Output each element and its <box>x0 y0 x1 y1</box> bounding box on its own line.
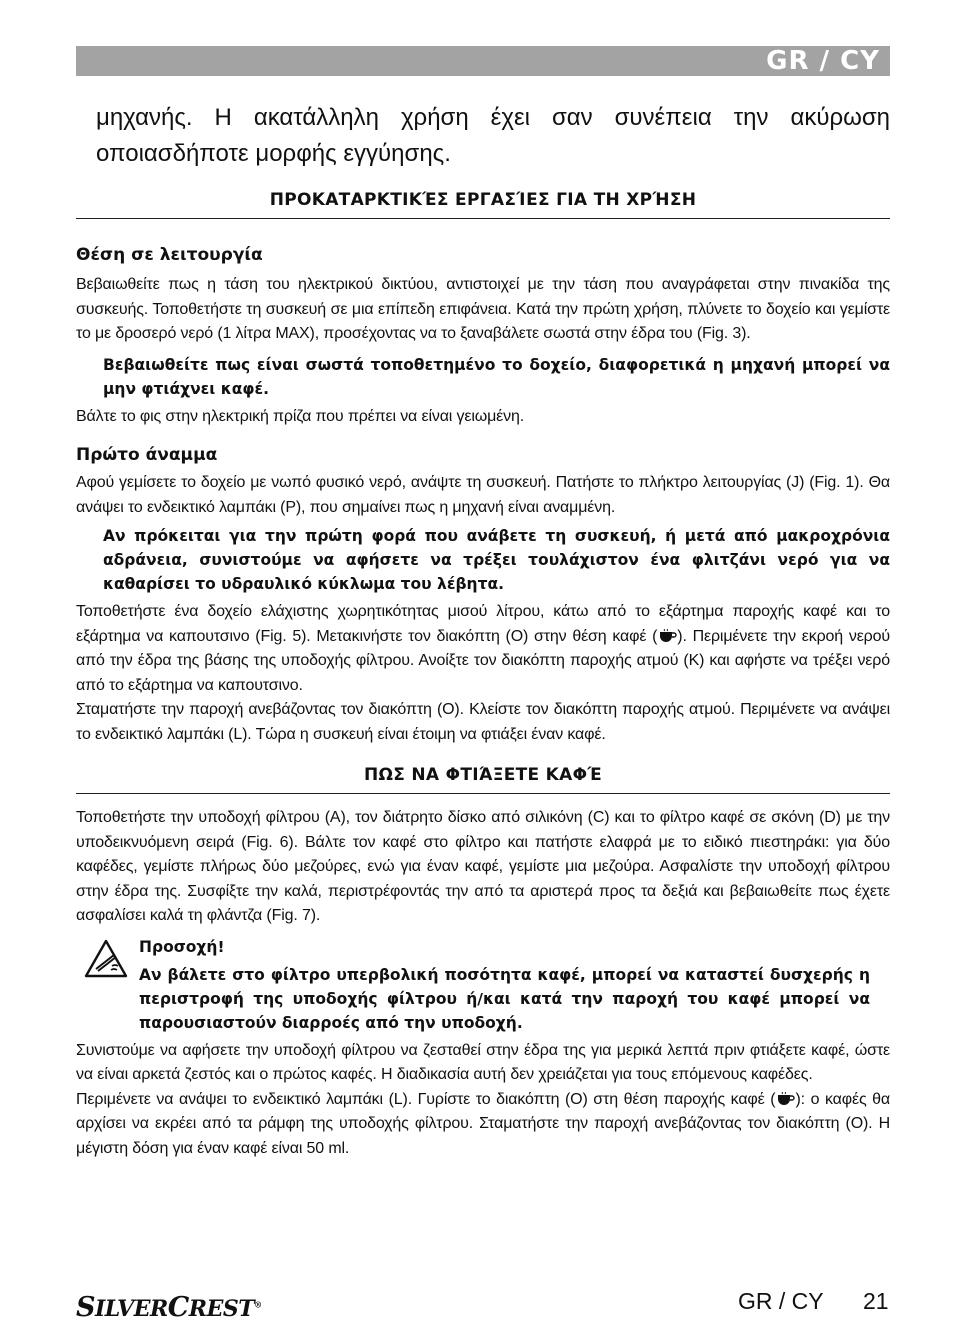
paragraph-container <box>76 600 890 698</box>
paragraph-filter-holder: Τοποθετήστε την υποδοχή φίλτρου (A), τον διάτρητο δίσκο από σιλικόνη (C) και το φίλτρο καφέ σε σκόνη (D) με την υποδεικνυόμενη σειρά (Fig. 6). Βάλτε τον καφέ στο φίλτρο και πατήστε ελαφρά με το ειδικό πιεστηράκι: για δύο καφέδες, γεμίστε πλήρως δύο μεζούρες, ενώ για έναν καφέ, γεμίστε μια μεζούρα. Ασφαλίστε την υποδοχή φίλτρου στην έδρα της. Συσφίξτε την καλά, περιστρέφοντάς την από τα αριστερά προς τα δεξιά και βεβαιωθείτε πως έχετε ασφαλίσει καλά τη φλάντζα (Fig. 7). <box>76 809 890 924</box>
warning-text: Αν βάλετε στο φίλτρο υπερβολική ποσότητα καφέ, μπορεί να καταστεί δυσχερής η περιστροφή της υποδοχής φίλτρου ή/και κατά την παροχή του καφέ μπορεί να παρουσιαστούν διαρροές από την υποδοχή. <box>139 965 870 1032</box>
page-number: 21 <box>863 1288 889 1314</box>
paragraph-dispense-part2: ): ο καφές θα αρχίσει να εκρέει από τα ράμφη της υποδοχής φίλτρου. Σταματήστε την παροχή ανεβάζοντας τον διακόπτη (O). Η μέγιστη δόση για έναν καφέ είναι 50 ml. <box>76 1090 890 1157</box>
warning-title: Προσοχή! <box>139 937 225 956</box>
subheading-setup: Θέση σε λειτουργία <box>76 245 263 265</box>
header-bar <box>76 46 890 76</box>
paragraph-setup: Βεβαιωθείτε πως η τάση του ηλεκτρικού δικτύου, αντιστοιχεί με την τάση που αναγράφεται στην πινακίδα της συσκευής. Τοποθετήστε τη συσκευή σε μια επίπεδη επιφάνεια. Κατά την πρώτη χρήση, πλύνετε το δοχείο και γεμίστε το με δροσερό νερό (1 λίτρα MAX), προσέχοντας να το ξαναβάλετε σωστά στην έδρα του (Fig. 3). <box>76 276 890 342</box>
paragraph-container-part1: Τοποθετήστε ένα δοχείο ελάχιστης χωρητικότητας μισού λίτρου, κάτω από το εξάρτημα παροχής καφέ και το εξάρτημα να καπουτσινο (Fig. 5). Μετακινήστε τον διακόπτη (O) στην θέση καφέ ( <box>76 603 890 645</box>
subheading-first-start: Πρώτο άναμμα <box>76 445 218 465</box>
section-title-make-coffee: ΠΩΣ ΝΑ ΦΤΙΆΞΕΤΕ ΚΑΦΈ <box>76 763 890 794</box>
note-first-use: Αν πρόκειται για την πρώτη φορά που ανάβετε τη συσκευή, ή μετά από μακροχρόνια αδράνεια, συνιστούμε να αφήσετε να τρέξει τουλάχιστον ένα φλιτζάνι νερό για να καθαρίσει το υδραυλικό κύκλωμα του λέβητα. <box>103 527 890 593</box>
paragraph-stop-flow: Σταματήστε την παροχή ανεβάζοντας τον διακόπτη (O). Κλείστε τον διακόπτη παροχής ατμού. Περιμένετε να ανάψει το ενδεικτικό λαμπάκι (L). Τώρα η συσκευή είναι έτοιμη να φτιάξει έναν καφέ. <box>76 701 890 743</box>
coffee-cup-icon <box>657 629 677 643</box>
coffee-cup-icon <box>775 1092 795 1106</box>
paragraph-container-part2: ). Περιμένετε την εκροή νερού από την έδρα της βάσης της υποδοχής φίλτρου. Ανοίξτε τον διακόπτη παροχής ατμού (K) και αφήστε να τρέξει νερό από το εξάρτημα να καπουτσινο. <box>76 627 890 694</box>
page-content <box>76 100 890 1161</box>
paragraph-dispense-part1: Περιμένετε να ανάψει το ενδεικτικό λαμπάκι (L). Γυρίστε το διακόπτη (O) στη θέση παροχής καφέ ( <box>76 1090 776 1108</box>
paragraph-first-start: Αφού γεμίσετε το δοχείο με νωπό φυσικό νερό, ανάψτε τη συσκευή. Πατήστε το πλήκτρο λειτουργίας (J) (Fig. 1). Θα ανάψει το ενδεικτικό λαμπάκι (P), που σημαίνει πως η μηχανή είναι αναμμένη. <box>76 474 890 516</box>
paragraph-dispense <box>76 1088 890 1162</box>
brand-logo: SILVERCREST® <box>76 1292 262 1323</box>
footer-section-label: GR / CY <box>738 1288 824 1314</box>
header-label: GR / CY <box>766 46 880 76</box>
intro-paragraph: μηχανής. Η ακατάλληλη χρήση έχει σαν συνέπεια την ακύρωση οποιασδήποτε μορφής εγγύησης. <box>96 104 890 167</box>
warning-block <box>76 935 890 1035</box>
paragraph-plug: Βάλτε το φις στην ηλεκτρική πρίζα που πρέπει να είναι γειωμένη. <box>76 407 525 425</box>
paragraph-preheat: Συνιστούμε να αφήσετε την υποδοχή φίλτρου να ζεσταθεί στην έδρα της για μερικά λεπτά πριν φτιάξετε καφέ, ώστε να είναι αρκετά ζεστός και ο πρώτος καφές. Η διαδικασία αυτή δεν χρειάζεται για τους επόμενους καφέδες. <box>76 1041 890 1083</box>
note-tank: Βεβαιωθείτε πως είναι σωστά τοποθετημένο το δοχείο, διαφορετικά η μηχανή μπορεί να μην φτιάχνει καφέ. <box>103 355 890 398</box>
section-title-preparation: ΠΡΟΚΑΤΑΡΚΤΙΚΈΣ ΕΡΓΑΣΊΕΣ ΓΙΑ ΤΗ ΧΡΉΣΗ <box>76 188 890 219</box>
warning-hazard-icon <box>84 939 128 979</box>
